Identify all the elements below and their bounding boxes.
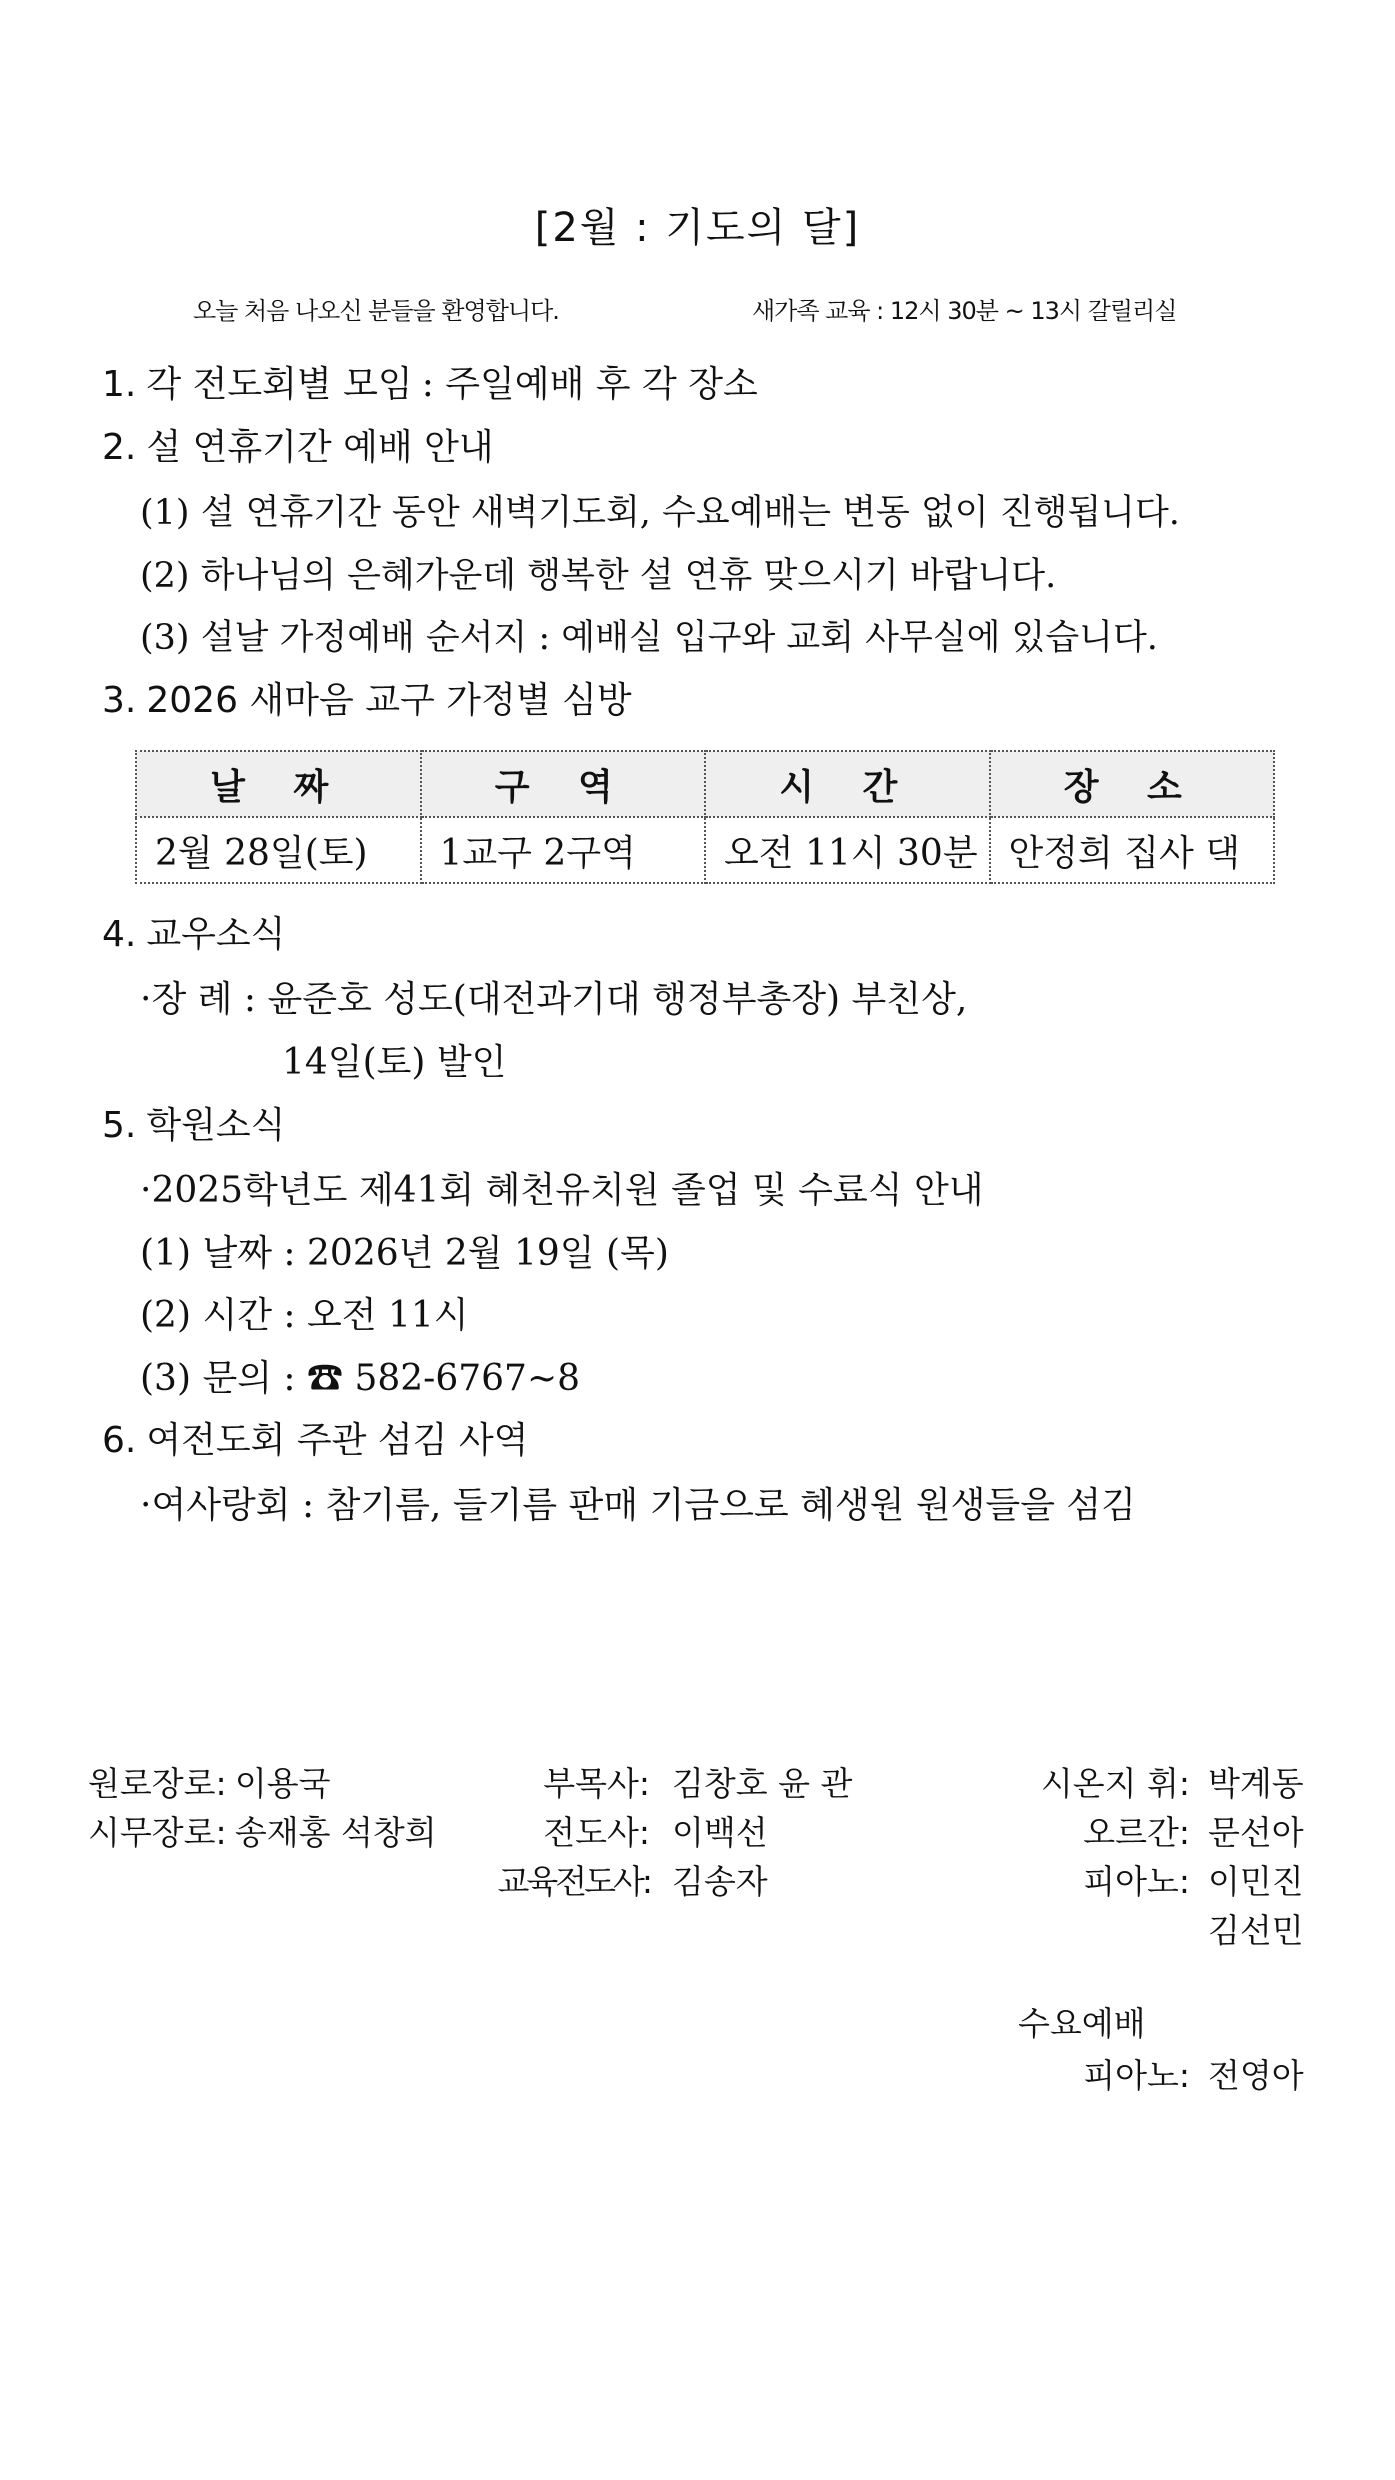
list-item: (1) 설 연휴기간 동안 새벽기도회, 수요예배는 변동 없이 진행됩니다. [140,493,1180,533]
news-line: 14일(토) 발인 [282,1042,507,1083]
section-2 [102,419,494,470]
table-cell: 1교구 2구역 [421,817,706,883]
section-3 [102,672,632,723]
section-5 [102,1097,285,1148]
list-item: (2) 하나님의 은혜가운데 행복한 설 연휴 맞으시기 바랍니다. [140,556,1057,596]
list-item: (1) 날짜 : 2026년 2월 19일 (목) [140,1233,669,1274]
section-detail: : 주일예배 후 각 장소 [421,364,758,405]
staff-role: 부목사: [543,1764,650,1803]
wednesday-service-label: 수요예배 [1018,2004,1146,2043]
section-1 [102,356,758,407]
staff-role: 시온지 휘: [1040,1764,1190,1803]
section-heading: 교우소식 [146,914,286,955]
column-header: 구 역 [421,751,706,817]
staff-name: 이용국 [234,1764,331,1803]
section-4 [102,906,285,957]
section-number: 4. [102,914,137,955]
staff-role: 원로장로: [88,1764,227,1803]
table-cell: 2월 28일(토) [136,817,421,883]
section-heading: 여전도회 주관 섬김 사역 [146,1420,529,1461]
visit-schedule-table [135,750,1275,884]
table-row [136,817,1274,883]
new-family-education: 새가족 교육 : 12시 30분 ~ 13시 갈릴리실 [752,297,1177,325]
table-header-row [136,751,1274,817]
staff-name: 이민진 [1208,1862,1304,1901]
staff-role: 전도사: [543,1813,650,1852]
table-cell: 오전 11시 30분 [705,817,990,883]
table-cell: 안정희 집사 댁 [990,817,1275,883]
staff-role: 교육전도사: [497,1862,650,1901]
staff-name: 박계동 [1208,1764,1304,1803]
staff-name: 김선민 [1208,1911,1304,1950]
staff-entry [88,1807,437,1854]
section-number: 1. [102,364,137,405]
section-heading: 설 연휴기간 예배 안내 [146,427,494,468]
staff-name: 김송자 [672,1862,768,1901]
news-line: ·장 례 : 윤준호 성도(대전과기대 행정부총장) 부친상, [140,979,968,1020]
page-title: [2월 : 기도의 달] [534,205,861,251]
section-6 [102,1412,528,1463]
column-header: 시 간 [705,751,990,817]
section-number: 2. [102,427,137,468]
kindergarten-intro: ·2025학년도 제41회 혜천유치원 졸업 및 수료식 안내 [140,1170,984,1211]
list-item: (3) 문의 : ☎ 582-6767~8 [140,1358,581,1399]
staff-role: 오르간: [1083,1813,1190,1852]
staff-role: 시무장로: [88,1813,227,1852]
staff-entry [88,1758,331,1805]
staff-name: 김창호 윤 관 [672,1764,853,1803]
column-header: 장 소 [990,751,1275,817]
service-line: ·여사랑회 : 참기름, 들기름 판매 기금으로 혜생원 원생들을 섬김 [140,1485,1136,1526]
staff-role: 피아노: [1083,1862,1190,1901]
staff-name: 전영아 [1208,2056,1304,2095]
staff-role: 피아노: [1083,2056,1190,2095]
section-heading: 학원소식 [146,1105,286,1146]
section-heading: 2026 새마음 교구 가정별 심방 [146,680,632,721]
section-number: 3. [102,680,137,721]
list-item: (2) 시간 : 오전 11시 [140,1295,469,1336]
list-item: (3) 설날 가정예배 순서지 : 예배실 입구와 교회 사무실에 있습니다. [140,618,1158,658]
staff-name: 이백선 [672,1813,768,1852]
staff-name: 문선아 [1208,1813,1304,1852]
section-heading: 각 전도회별 모임 [146,364,413,405]
welcome-text: 오늘 처음 나오신 분들을 환영합니다. [193,297,559,325]
section-number: 6. [102,1420,137,1461]
staff-name: 송재홍 석창희 [234,1813,437,1852]
section-number: 5. [102,1105,137,1146]
column-header: 날 짜 [136,751,421,817]
